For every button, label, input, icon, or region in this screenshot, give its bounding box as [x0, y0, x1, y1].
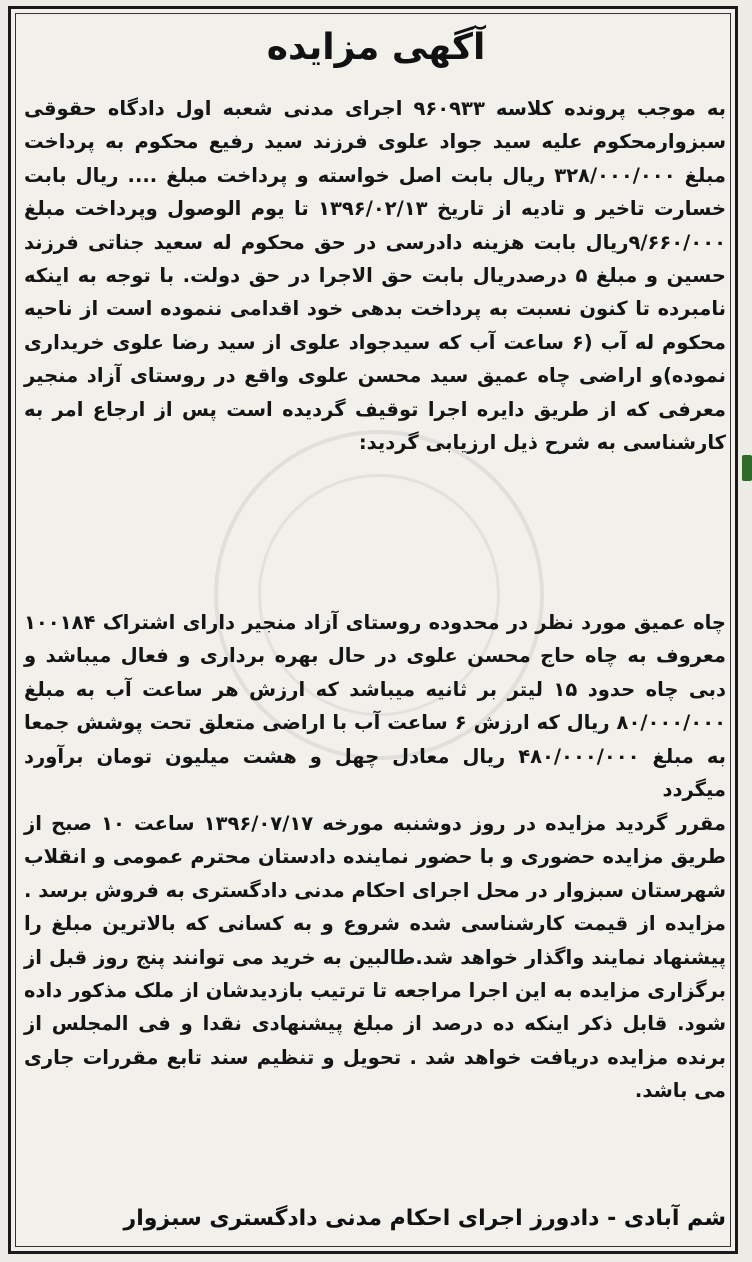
notice-paragraph-valuation: چاه عمیق مورد نظر در محدوده روستای آزاد منجیر دارای اشتراک ۱۰۰۱۸۴ معروف به چاه حاج محسن علوی در حال بهره برداری و فعال میباشد و دبی چاه حدود ۱۵ لیتر بر ثانیه میباشد که ارزش هر ساعت آب به مبلغ ۸۰/۰۰۰/۰۰۰ ریال که ارزش ۶ ساعت آب با اراضی متعلق تحت پوشش جمعا به مبلغ ۴۸۰/۰۰۰/۰۰۰ ریال معادل چهل و هشت میلیون تومان برآورد میگردد [24, 611, 727, 802]
notice-signature: شم آبادی - دادورز اجرای احکام مدنی دادگستری سبزوار [123, 1206, 726, 1231]
notice-paragraph-auction-terms: مقرر گردید مزایده در روز دوشنبه مورخه ۱۳۹۶/۰۷/۱۷ ساعت ۱۰ صبح از طریق مزایده حضوری و با حضور نماینده دادستان محترم عمومی و انقلاب شهرستان سبزوار در محل اجرای احکام مدنی دادگستری به فروش برسد . مزایده از قیمت کارشناسی شده شروع و به کسانی که بالاترین مبلغ را پیشنهاد نمایند واگذار خواهد شد.طالبین به خرید می توانند پنج روز قبل از برگزاری مزایده به این اجرا مراجعه تا ترتیب بازدیدشان از ملک مذکور داده شود. قابل ذکر اینکه ده درصد از مبلغ پیشنهادی نقدا و فی المجلس از برنده مزایده دریافت خواهد شد . تحویل و تنظیم سند تابع مقررات جاری می باشد. [24, 812, 726, 1103]
notice-title: آگهی مزایده [266, 27, 486, 68]
notice-paragraph-case: به موجب پرونده کلاسه ۹۶۰۹۳۳ اجرای مدنی شعبه اول دادگاه حقوقی سبزوارمحکوم علیه سید جواد علوی فرزند سید رفیع محکوم به پرداخت مبلغ ۳۲۸/۰۰۰/۰۰۰ ریال بابت اصل خواسته و پرداخت مبلغ .... ریال بابت خسارت تاخیر و تادیه از تاریخ ۱۳۹۶/۰۲/۱۳ تا یوم الوصول وپرداخت مبلغ ۹/۶۶۰/۰۰۰ریال بابت هزینه دادرسی در حق محکوم له سعید جناتی فرزند حسین و مبلغ ۵ درصدریال بابت حق الاجرا در حق دولت. با توجه به اینکه نامبرده تا کنون نسبت به پرداخت بدهی خود اقدامی ننموده است از ناحیه محکوم له آب (۶ ساعت آب که سیدجواد علوی از سید رضا علوی خریداری نموده)و اراضی چاه عمیق سید محسن علوی واقع در روستای آزاد منجیر معرفی که از طریق دایره اجرا توقیف گردیده است پس از ارجاع امر به کارشناسی به شرح ذیل ارزیابی گردید: [24, 97, 727, 455]
side-color-mark [742, 455, 752, 481]
